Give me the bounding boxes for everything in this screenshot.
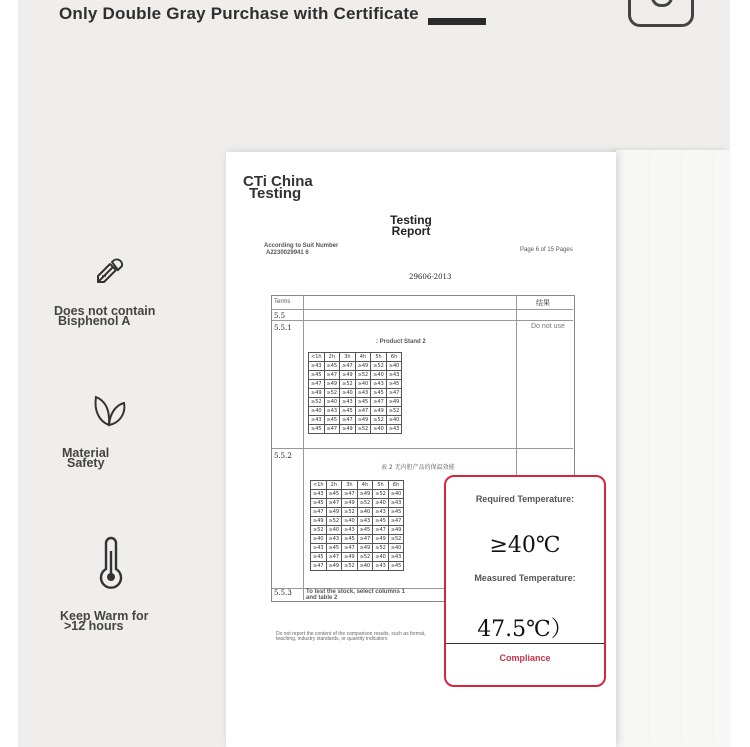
- table-cell: ≥45: [373, 517, 389, 526]
- table-cell: ≥40: [388, 490, 404, 499]
- table-cell: ≥43: [373, 562, 389, 571]
- table-cell: 4h: [355, 353, 371, 362]
- table-cell: ≥45: [388, 508, 404, 517]
- feature-label: Keep Warm for: [60, 609, 149, 623]
- feature-label: >12 hours: [64, 619, 124, 633]
- table-cell: ≥45: [324, 416, 340, 425]
- table-row: [311, 544, 404, 553]
- table-cell: ≥40: [340, 389, 356, 398]
- thermal-table-2: [310, 480, 404, 571]
- feature-material-safety: [62, 393, 202, 468]
- table-cell: ≥52: [342, 562, 358, 571]
- table-cell: ≥52: [324, 389, 340, 398]
- section-number: 5.5.1: [274, 324, 292, 332]
- document-sheet-back: [680, 150, 712, 747]
- table-cell: ≥47: [355, 407, 371, 416]
- table-cell: ≥52: [371, 362, 387, 371]
- document-sheet-back: [712, 150, 730, 747]
- section-number: 5.5.3: [274, 589, 292, 597]
- table-cell: 4h: [357, 481, 373, 490]
- table-cell: ≥47: [324, 425, 340, 434]
- document-title: Testing Report: [390, 213, 432, 238]
- footer-note: Do not report the content of the comparison results, such as format, teaching, industry standards, or quantity indicators: [276, 631, 426, 642]
- table-cell: ≥52: [309, 398, 325, 407]
- table-cell: 6h: [386, 353, 402, 362]
- table-row: [311, 562, 404, 571]
- table-cell: ≥40: [386, 362, 402, 371]
- table-row: [309, 389, 402, 398]
- table-divider: [271, 448, 573, 449]
- table-cell: ≥40: [386, 416, 402, 425]
- headline-underline-bar: [428, 18, 486, 25]
- table-cell: ≥43: [311, 544, 327, 553]
- table-cell: ≥45: [340, 407, 356, 416]
- table-cell: ≥45: [326, 490, 342, 499]
- table-row: [309, 407, 402, 416]
- table-cell: ≥49: [342, 499, 358, 508]
- table-cell: ≥49: [355, 362, 371, 371]
- table-cell: ≥45: [326, 544, 342, 553]
- table-cell: ≥47: [386, 389, 402, 398]
- document-sheet-back: [648, 150, 680, 747]
- do-not-use: Do not use: [531, 323, 565, 330]
- table-cell: ≥52: [357, 499, 373, 508]
- table-cell: 6h: [388, 481, 404, 490]
- table-cell: ≥45: [342, 535, 358, 544]
- table-cell: ≥43: [340, 398, 356, 407]
- table-cell: ≥45: [371, 389, 387, 398]
- product-stand: : Product Stand 2: [376, 339, 426, 345]
- table-cell: 3h: [342, 481, 358, 490]
- table-cell: ≥47: [371, 398, 387, 407]
- table-cell: ≥45: [357, 526, 373, 535]
- table-cell: ≥43: [326, 535, 342, 544]
- table-cell: ≥43: [309, 416, 325, 425]
- table-cell: ≥49: [326, 562, 342, 571]
- table-cell: ≥40: [357, 508, 373, 517]
- table-cell: ≥45: [355, 398, 371, 407]
- table-cell: ≥40: [324, 398, 340, 407]
- table-cell: ≥49: [340, 371, 356, 380]
- feature-label: Does not contain: [54, 304, 156, 318]
- feature-label: Material: [62, 446, 110, 460]
- table-cell: ≥47: [342, 490, 358, 499]
- table-cell: ≥52: [340, 380, 356, 389]
- table-cell: ≥43: [357, 517, 373, 526]
- table-column-line: [303, 295, 304, 600]
- table-cell: ≥52: [373, 490, 389, 499]
- compliance-label: Compliance: [499, 653, 551, 663]
- table-cell: ≥52: [355, 371, 371, 380]
- table-cell: ≥40: [311, 535, 327, 544]
- required-temp-value: ≥40℃: [489, 533, 561, 558]
- measured-temp-value: 47.5℃）: [477, 617, 573, 642]
- table-cell: <1h: [309, 353, 325, 362]
- table-row: [311, 499, 404, 508]
- table-cell: ≥52: [326, 517, 342, 526]
- table-cell: ≥43: [355, 389, 371, 398]
- page-info: Page 6 of 15 Pages: [520, 247, 573, 253]
- table-cell: ≥40: [355, 380, 371, 389]
- table-cell: ≥47: [373, 526, 389, 535]
- table-cell: ≥49: [309, 389, 325, 398]
- test-note: To test the stock, select columns 1 and table 2: [306, 589, 405, 601]
- table-cell: ≥49: [311, 517, 327, 526]
- table-row: [311, 481, 404, 490]
- table-cell: ≥49: [357, 544, 373, 553]
- table-row: [311, 508, 404, 517]
- table-cell: ≥43: [311, 490, 327, 499]
- table-cell: ≥49: [324, 380, 340, 389]
- leaf-icon: [88, 393, 130, 429]
- table-cell: ≥49: [340, 425, 356, 434]
- table-cell: ≥47: [342, 544, 358, 553]
- feature-label: Bisphenol A: [58, 314, 131, 328]
- table-cell: ≥47: [311, 508, 327, 517]
- table-cell: ≥40: [357, 562, 373, 571]
- table-row: [309, 425, 402, 434]
- table-cell: ≥49: [371, 407, 387, 416]
- table-row: [311, 535, 404, 544]
- pipette-icon: [92, 254, 126, 288]
- table-cell: ≥47: [388, 517, 404, 526]
- table-cell: ≥49: [355, 416, 371, 425]
- table-cell: ≥49: [326, 508, 342, 517]
- table-cell: ≥52: [373, 544, 389, 553]
- table-cell: ≥52: [357, 553, 373, 562]
- table-cell: ≥49: [388, 526, 404, 535]
- table-row: [309, 353, 402, 362]
- table-cell: ≥45: [386, 380, 402, 389]
- standard-code: 29606-2013: [409, 273, 452, 281]
- table-cell: <1h: [311, 481, 327, 490]
- measured-temp-label: Measured Temperature:: [474, 573, 576, 583]
- table-cell: ≥49: [342, 553, 358, 562]
- table-cell: ≥52: [388, 535, 404, 544]
- table-cell: ≥47: [357, 535, 373, 544]
- table-row: [309, 371, 402, 380]
- table-cell: 5h: [373, 481, 389, 490]
- table-cell: ≥52: [371, 416, 387, 425]
- table-cell: ≥43: [388, 499, 404, 508]
- table-row: [311, 526, 404, 535]
- table-cell: ≥52: [342, 508, 358, 517]
- table-cell: ≥40: [342, 517, 358, 526]
- thermometer-icon: [96, 535, 126, 591]
- table-cell: ≥45: [324, 362, 340, 371]
- table-cell: ≥43: [324, 407, 340, 416]
- table-row: [309, 380, 402, 389]
- table-cell: ≥43: [371, 380, 387, 389]
- table-cell: ≥43: [342, 526, 358, 535]
- table-cell: ≥45: [309, 425, 325, 434]
- table-cell: ≥47: [324, 371, 340, 380]
- table-cell: ≥49: [386, 398, 402, 407]
- table-cell: ≥47: [326, 553, 342, 562]
- table-cell: ≥43: [386, 425, 402, 434]
- table-cell: ≥47: [309, 380, 325, 389]
- thermal-table-1: [308, 352, 402, 434]
- table-cell: ≥45: [311, 499, 327, 508]
- table-row: [309, 398, 402, 407]
- feature-keep-warm: [60, 535, 200, 631]
- report-number: A2230029941 6: [266, 250, 309, 256]
- table-cell: ≥45: [309, 371, 325, 380]
- table-cell: ≥47: [311, 562, 327, 571]
- document-sheet-back: [616, 150, 648, 747]
- table-cell: ≥40: [371, 425, 387, 434]
- required-temp-label: Required Temperature:: [475, 494, 575, 504]
- section-number: 5.5: [274, 312, 286, 320]
- table-cell: ≥47: [326, 499, 342, 508]
- table-cell: ≥43: [386, 371, 402, 380]
- table-row: [311, 553, 404, 562]
- feature-bpa-free: [54, 254, 194, 326]
- col-terms: Terms: [274, 299, 291, 305]
- table-cell: ≥52: [355, 425, 371, 434]
- table2-title: 表 2 无内胆产品的保温效能: [381, 464, 455, 471]
- table-cell: ≥49: [357, 490, 373, 499]
- table-divider: [271, 320, 573, 321]
- table-cell: ≥40: [326, 526, 342, 535]
- org-name: CTi China Testing: [243, 173, 313, 202]
- table-cell: ≥52: [311, 526, 327, 535]
- table-cell: ≥40: [388, 544, 404, 553]
- table-cell: ≥43: [309, 362, 325, 371]
- table-cell: ≥45: [388, 562, 404, 571]
- table-cell: 2h: [324, 353, 340, 362]
- table-cell: 5h: [371, 353, 387, 362]
- table-cell: ≥49: [373, 535, 389, 544]
- table-cell: ≥40: [373, 553, 389, 562]
- table-row: [311, 490, 404, 499]
- table-cell: 3h: [340, 353, 356, 362]
- table-cell: ≥52: [386, 407, 402, 416]
- table-row: [311, 517, 404, 526]
- table-row: [309, 416, 402, 425]
- table-cell: ≥43: [388, 553, 404, 562]
- according-label: According to Suit Number: [264, 243, 339, 249]
- table-cell: ≥40: [309, 407, 325, 416]
- table-divider: [271, 309, 573, 310]
- table-cell: ≥40: [371, 371, 387, 380]
- table-cell: ≥43: [373, 508, 389, 517]
- table-cell: ≥45: [311, 553, 327, 562]
- headline: Only Double Gray Purchase with Certificate: [59, 4, 419, 23]
- table-cell: ≥47: [340, 416, 356, 425]
- table-row: [309, 362, 402, 371]
- section-number: 5.5.2: [274, 452, 292, 460]
- table-cell: ≥47: [340, 362, 356, 371]
- table-cell: ≥40: [373, 499, 389, 508]
- brand-logo-icon: [628, 0, 694, 27]
- feature-label: Safety: [67, 456, 105, 470]
- table-cell: 2h: [326, 481, 342, 490]
- callout-divider: [446, 643, 604, 644]
- temperature-callout: [444, 475, 606, 687]
- result-header: 结果: [536, 299, 550, 307]
